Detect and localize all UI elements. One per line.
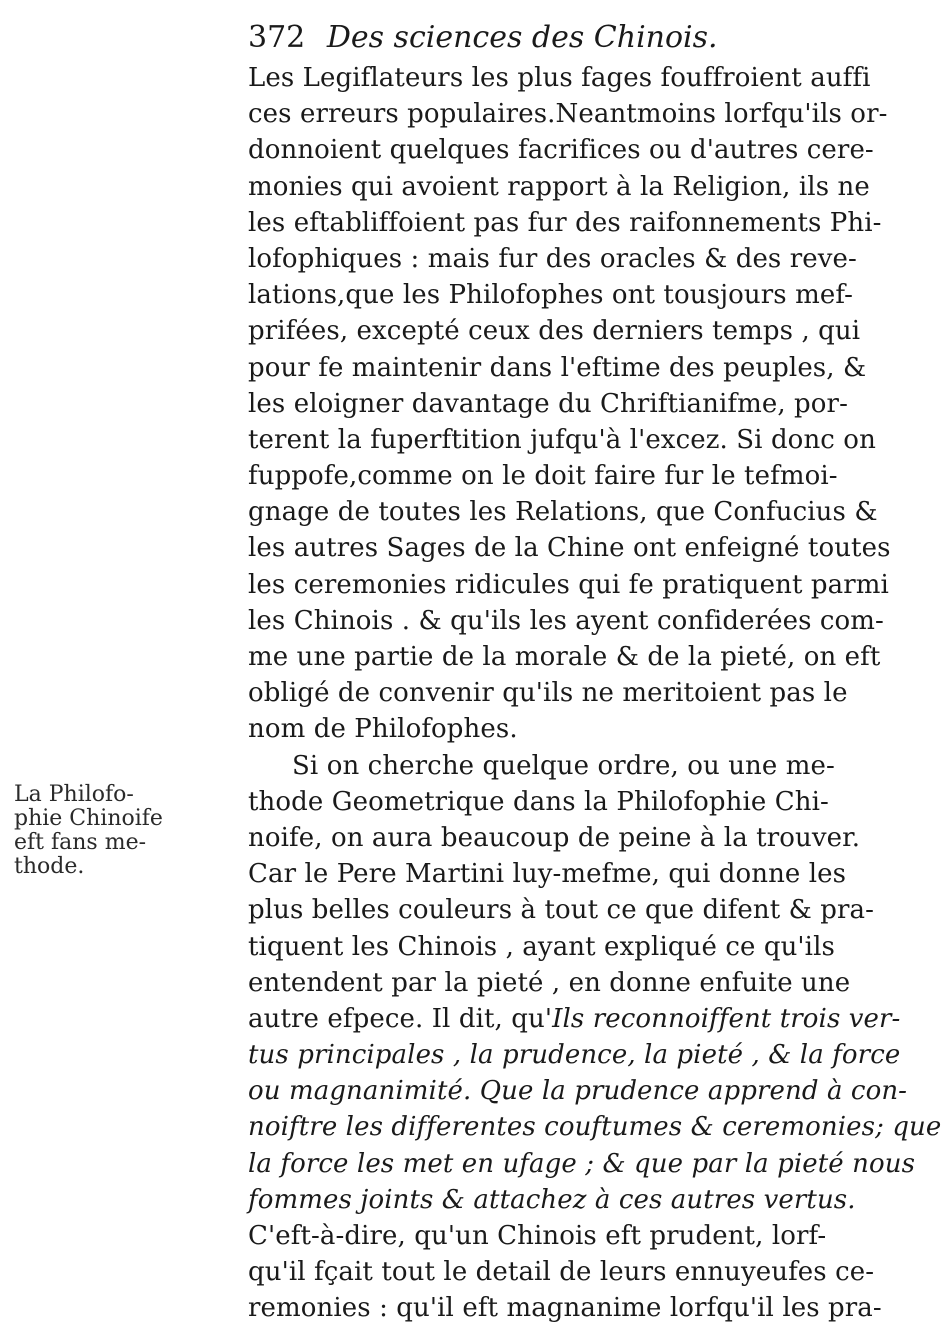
text-line: terent la fuperftition jufqu'à l'excez. Si donc on [248,424,876,455]
text-line: plus belles couleurs à tout ce que difent & pra- [248,895,874,926]
margin-note-line: eft fans me- [14,830,147,855]
text-line: C'eft-à-dire, qu'un Chinois eft prudent, lorf- [248,1221,827,1251]
text-line: noife, on aura beaucoup de peine à la trouver. [248,822,861,853]
text-line: fommes joints & attachez à ces autres vertus. [248,1184,856,1215]
text-line: tiquent les Chinois , ayant expliqué ce qu'ils [248,931,835,962]
text-line: les ceremonies ridicules qui fe pratiquent parmi [248,569,889,600]
text-line: me une partie de la morale & de la pieté, on eft [248,642,881,672]
margin-note-line: thode. [14,854,85,879]
text-line: thode Geometrique dans la Philofophie Chi- [248,786,829,817]
text-segment: autre efpece. Il dit, qu' [248,1003,553,1034]
text-line: remonies : qu'il eft magnanime lorfqu'il les pra- [248,1293,882,1324]
text-line: les Chinois . & qu'ils les ayent confiderées com- [248,605,884,636]
text-line: tus principales , la prudence, la pieté , & la force [248,1040,901,1071]
text-line: ou magnanimité. Que la prudence apprend à con- [248,1076,908,1107]
text-line [248,1001,901,1037]
italic-segment: que [892,1112,941,1143]
margin-note-line: phie Chinoife [14,806,163,831]
text-line: obligé de convenir qu'ils ne meritoient pas le [248,678,848,709]
body-text [248,60,941,1327]
text-line: nom de Philofophes. [248,714,518,745]
text-line: pour fe maintenir dans l'eftime des peuples, & [248,352,867,383]
text-line: monies qui avoient rapport à la Religion, ils ne [248,171,870,202]
text-line: les autres Sages de la Chine ont enfeigné toutes [248,533,891,564]
text-line: fuppofe,comme on le doit faire fur le tefmoi- [248,461,838,492]
text-line: Car le Pere Martini luy-mefme, qui donne les [248,859,847,890]
text-line: les eloigner davantage du Chriftianifme, por- [248,388,848,419]
text-line: lations,que les Philofophes ont tousjours mef- [248,280,854,311]
text-line: la force les met en ufage ; & que par la pieté nous [248,1148,916,1179]
italic-segment: Ils reconnoiffent trois ver- [552,1003,901,1034]
text-line: prifées, excepté ceux des derniers temps , qui [248,316,861,347]
text-line: entendent par la pieté , en donne enfuite une [248,967,851,998]
page-header [248,18,748,58]
text-line: qu'il fçait tout le detail de leurs ennuyeufes ce- [248,1257,875,1288]
margin-note [14,783,254,879]
italic-segment: noiftre les differentes couftumes & ceremonies; [248,1112,884,1143]
text-line: gnage de toutes les Relations, que Confucius & [248,497,878,528]
text-line: lofophiques : mais fur des oracles & des reve- [248,243,857,274]
text-line [248,1109,941,1145]
text-line: ces erreurs populaires.Neantmoins lorfqu'ils or- [248,99,888,130]
text-line: Si on cherche quelque ordre, ou une me- [292,750,835,781]
text-line: donnoient quelques facrifices ou d'autres cere- [248,135,874,166]
text-line: les eftabliffoient pas fur des raifonnements Phi- [248,207,882,238]
margin-note-line: La Philofo- [14,782,134,807]
text-line: Les Legiflateurs les plus fages fouffroient auffi [248,63,871,93]
page-number: 372 [248,20,306,55]
running-title: Des sciences des Chinois. [326,20,718,55]
